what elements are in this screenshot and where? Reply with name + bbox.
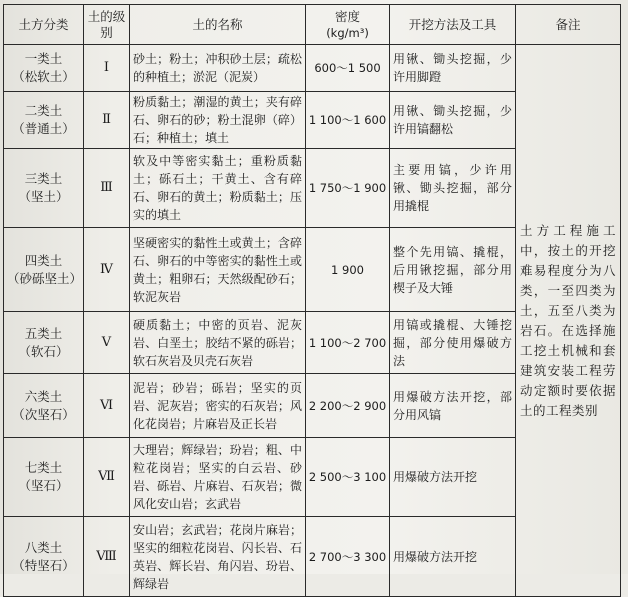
soil-alias: （坚石） xyxy=(18,478,69,493)
soil-alias: （砂砾坚土） xyxy=(7,270,83,286)
soil-density: 1 750～1 900 xyxy=(306,149,390,228)
remark-cell: 土方工程施工中，按土的开挖难易程度分为八类，一至四类为土，五至八类为岩石。在选择施工挖土机械和套建筑安装工程劳动定额时要依据土的工程类别 xyxy=(516,45,621,597)
soil-class: 二类土 xyxy=(24,103,63,118)
soil-class-cell xyxy=(4,517,84,597)
excavation-method: 用镐或撬棍、大锤挖掘，部分使用爆破方法 xyxy=(390,312,516,374)
soil-name: 安山岩；玄武岩；花岗片麻岩；坚实的细粒花岗岩、闪长岩、石英岩、辉长岩、角闪岩、玢岩、辉绿岩 xyxy=(130,517,306,597)
header-density-unit: (kg/m³) xyxy=(326,25,369,40)
soil-density: 2 200～2 900 xyxy=(306,374,390,438)
soil-name: 软及中等密实黏土；重粉质黏土；砾石土；干黄土、含有碎石、卵石的黄土；粉质黏土；压实的填土 xyxy=(130,149,306,228)
soil-class: 一类土 xyxy=(24,51,63,66)
header-row xyxy=(4,5,621,45)
header-density-label: 密度 xyxy=(334,8,360,24)
soil-alias: （普通土） xyxy=(12,121,75,136)
excavation-method: 整个先用镐、撬棍，后用锹挖掘，部分用楔子及大锤 xyxy=(390,228,516,312)
soil-class-cell xyxy=(4,149,84,228)
header-method: 开挖方法及工具 xyxy=(390,5,516,45)
soil-alias: （松软土） xyxy=(12,69,75,84)
soil-alias: （软石） xyxy=(18,343,69,359)
excavation-method: 主要用镐，少许用锹、锄头挖掘，部分用撬棍 xyxy=(390,149,516,228)
soil-class-cell xyxy=(4,92,84,149)
soil-class: 四类土 xyxy=(24,252,63,268)
soil-class: 八类土 xyxy=(24,539,63,555)
header-remark: 备注 xyxy=(516,5,621,45)
soil-level: Ⅷ xyxy=(84,517,130,597)
soil-classification-table xyxy=(3,4,621,597)
excavation-method: 用爆破方法开挖 xyxy=(390,438,516,517)
table-row xyxy=(4,45,621,92)
soil-name: 大理岩；辉绿岩；玢岩；粗、中粒花岗岩；坚实的白云岩、砂岩、砾岩、片麻岩、石灰岩；微风化安山岩；玄武岩 xyxy=(130,438,306,517)
soil-class-cell xyxy=(4,374,84,438)
soil-name: 硬质黏土；中密的页岩、泥灰岩、白垩土；胶结不紧的砾岩；软石灰岩及贝壳石灰岩 xyxy=(130,312,306,374)
soil-class: 六类土 xyxy=(24,388,63,404)
soil-density: 1 100～1 600 xyxy=(306,92,390,149)
excavation-method: 用锹、锄头挖掘，少许用镐翻松 xyxy=(390,92,516,149)
soil-name: 粉质黏土；潮湿的黄土；夹有碎石、卵石的砂；粉土混卵（碎）石；种植土；填土 xyxy=(130,92,306,149)
soil-density: 1 900 xyxy=(306,228,390,312)
soil-class-cell xyxy=(4,312,84,374)
soil-alias: （坚土） xyxy=(18,189,69,204)
soil-alias: （特坚石） xyxy=(12,557,75,573)
soil-level: Ⅱ xyxy=(84,92,130,149)
excavation-method: 用爆破方法开挖 xyxy=(390,517,516,597)
soil-class: 五类土 xyxy=(24,325,63,341)
soil-class-cell xyxy=(4,228,84,312)
soil-class-cell xyxy=(4,45,84,92)
soil-level: Ⅶ xyxy=(84,438,130,517)
soil-density: 600～1 500 xyxy=(306,45,390,92)
soil-alias: （次坚石） xyxy=(12,406,75,422)
soil-density: 2 700～3 300 xyxy=(306,517,390,597)
soil-name: 砂土；粉土；冲积砂土层；疏松的种植土；淤泥（泥炭） xyxy=(130,45,306,92)
soil-name: 坚硬密实的黏性土或黄土；含碎石、卵石的中等密实的黏性土或黄土；粗卵石；天然级配砂石；软泥灰岩 xyxy=(130,228,306,312)
soil-level: Ⅰ xyxy=(84,45,130,92)
soil-level: Ⅳ xyxy=(84,228,130,312)
header-soil-class: 土方分类 xyxy=(4,5,84,45)
header-soil-name: 土的名称 xyxy=(130,5,306,45)
soil-class-cell xyxy=(4,438,84,517)
soil-density: 1 100～2 700 xyxy=(306,312,390,374)
excavation-method: 用爆破方法开挖，部分用风镐 xyxy=(390,374,516,438)
header-density xyxy=(306,5,390,45)
soil-density: 2 500～3 100 xyxy=(306,438,390,517)
soil-class: 七类土 xyxy=(24,460,63,475)
soil-level: Ⅲ xyxy=(84,149,130,228)
soil-class: 三类土 xyxy=(24,171,63,186)
excavation-method: 用锹、锄头挖掘，少许用脚蹬 xyxy=(390,45,516,92)
soil-level: Ⅴ xyxy=(84,312,130,374)
soil-level: Ⅵ xyxy=(84,374,130,438)
soil-name: 泥岩；砂岩；砾岩；坚实的页岩、泥灰岩；密实的石灰岩；风化花岗岩；片麻岩及正长岩 xyxy=(130,374,306,438)
header-soil-level: 土的级别 xyxy=(84,5,130,45)
